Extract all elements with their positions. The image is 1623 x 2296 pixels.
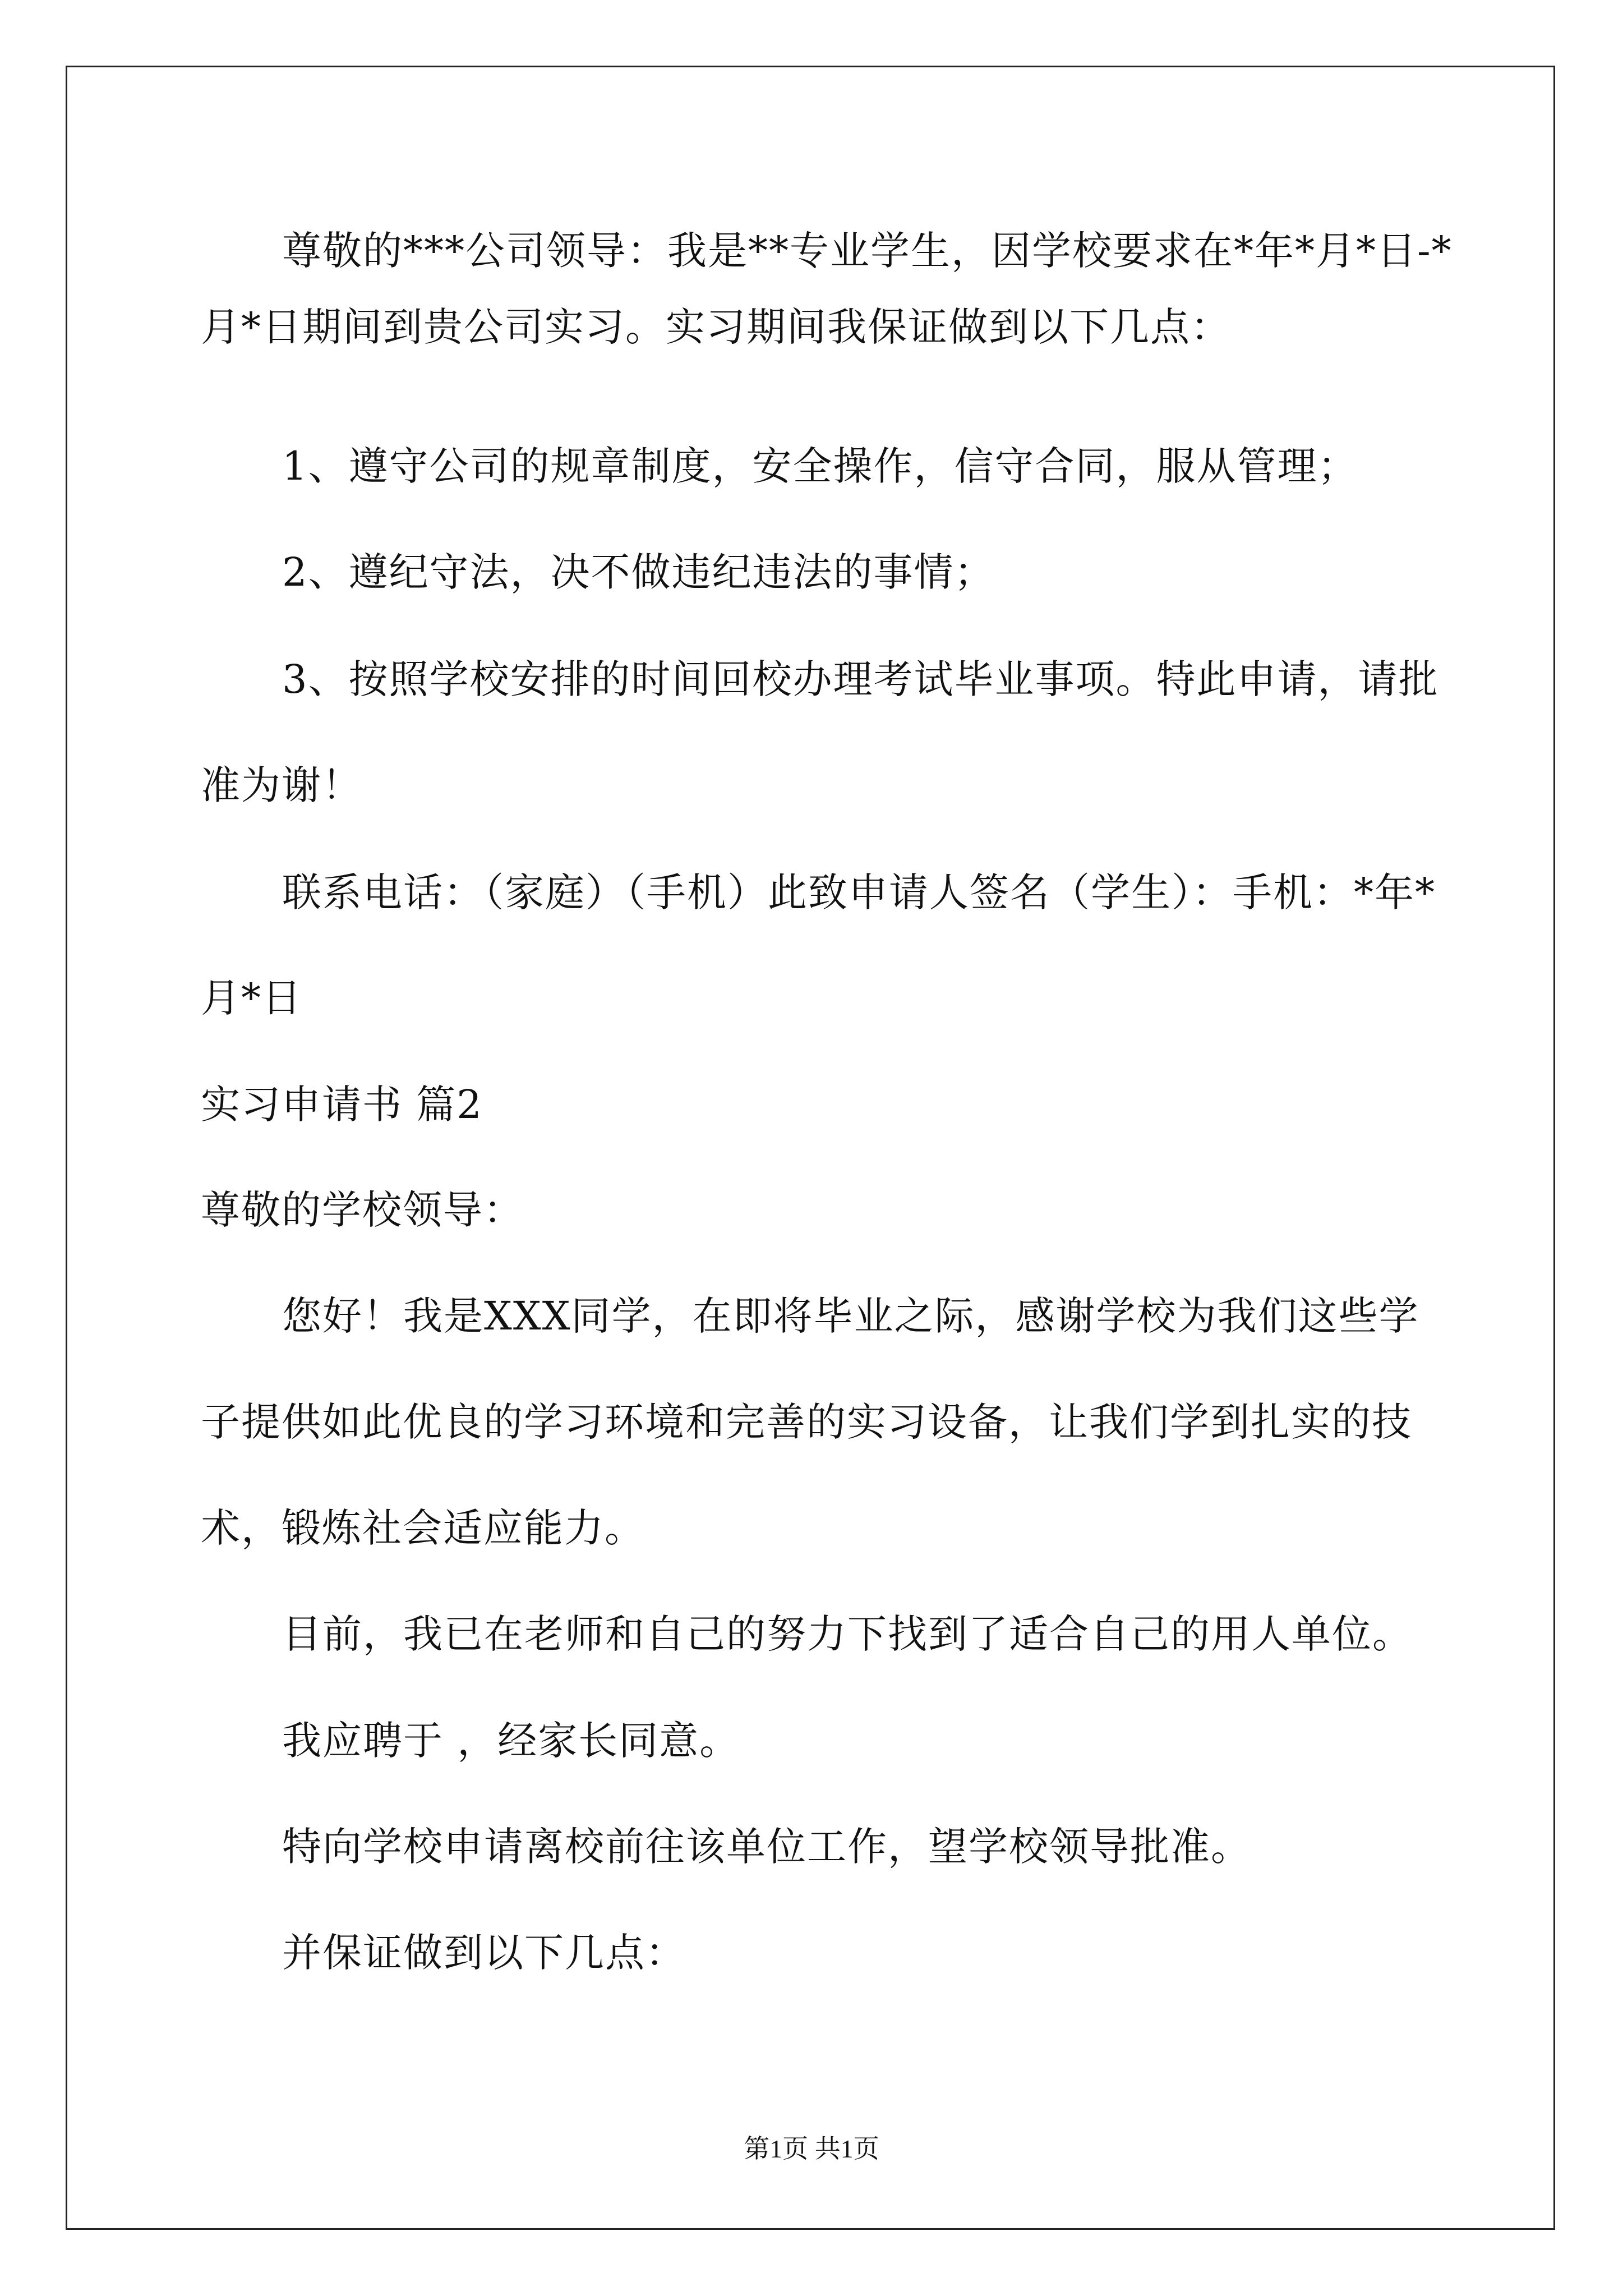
paragraph-line: 准为谢！: [201, 762, 362, 808]
paragraph-line: 月*日期间到贵公司实习。实习期间我保证做到以下几点：: [201, 304, 1231, 350]
paragraph-line: 我应聘于 ，经家长同意。: [282, 1718, 740, 1764]
paragraph-line: 术，锻炼社会适应能力。: [201, 1505, 645, 1551]
list-item-3: 3、按照学校安排的时间回校办理考试毕业事项。特此申请，请批: [282, 656, 1439, 702]
page-number-footer: 第1页 共1页: [744, 2134, 879, 2163]
paragraph-line: 特向学校申请离校前往该单位工作，望学校领导批准。: [282, 1824, 1251, 1870]
date-line: 月*日: [201, 975, 302, 1021]
paragraph-line: 子提供如此优良的学习环境和完善的实习设备，让我们学到扎实的技: [201, 1399, 1412, 1445]
paragraph-line: 目前，我已在老师和自己的努力下找到了适合自己的用人单位。: [282, 1611, 1413, 1657]
section-heading: 实习申请书 篇2: [201, 1082, 483, 1128]
page-border: [66, 66, 1555, 2230]
list-item-1: 1、遵守公司的规章制度，安全操作，信守合同，服从管理；: [282, 443, 1358, 489]
list-item-2: 2、遵纪守法，决不做违纪违法的事情；: [282, 549, 995, 595]
salutation: 尊敬的学校领导：: [201, 1187, 524, 1233]
paragraph-line: 尊敬的***公司领导：我是**专业学生，因学校要求在*年*月*日-*: [282, 228, 1453, 274]
paragraph-line: 您好！我是XXX同学，在即将毕业之际，感谢学校为我们这些学: [282, 1293, 1419, 1339]
paragraph-line: 并保证做到以下几点：: [282, 1930, 686, 1976]
contact-line: 联系电话：（家庭）（手机）此致申请人签名（学生）：手机：*年*: [282, 869, 1436, 915]
